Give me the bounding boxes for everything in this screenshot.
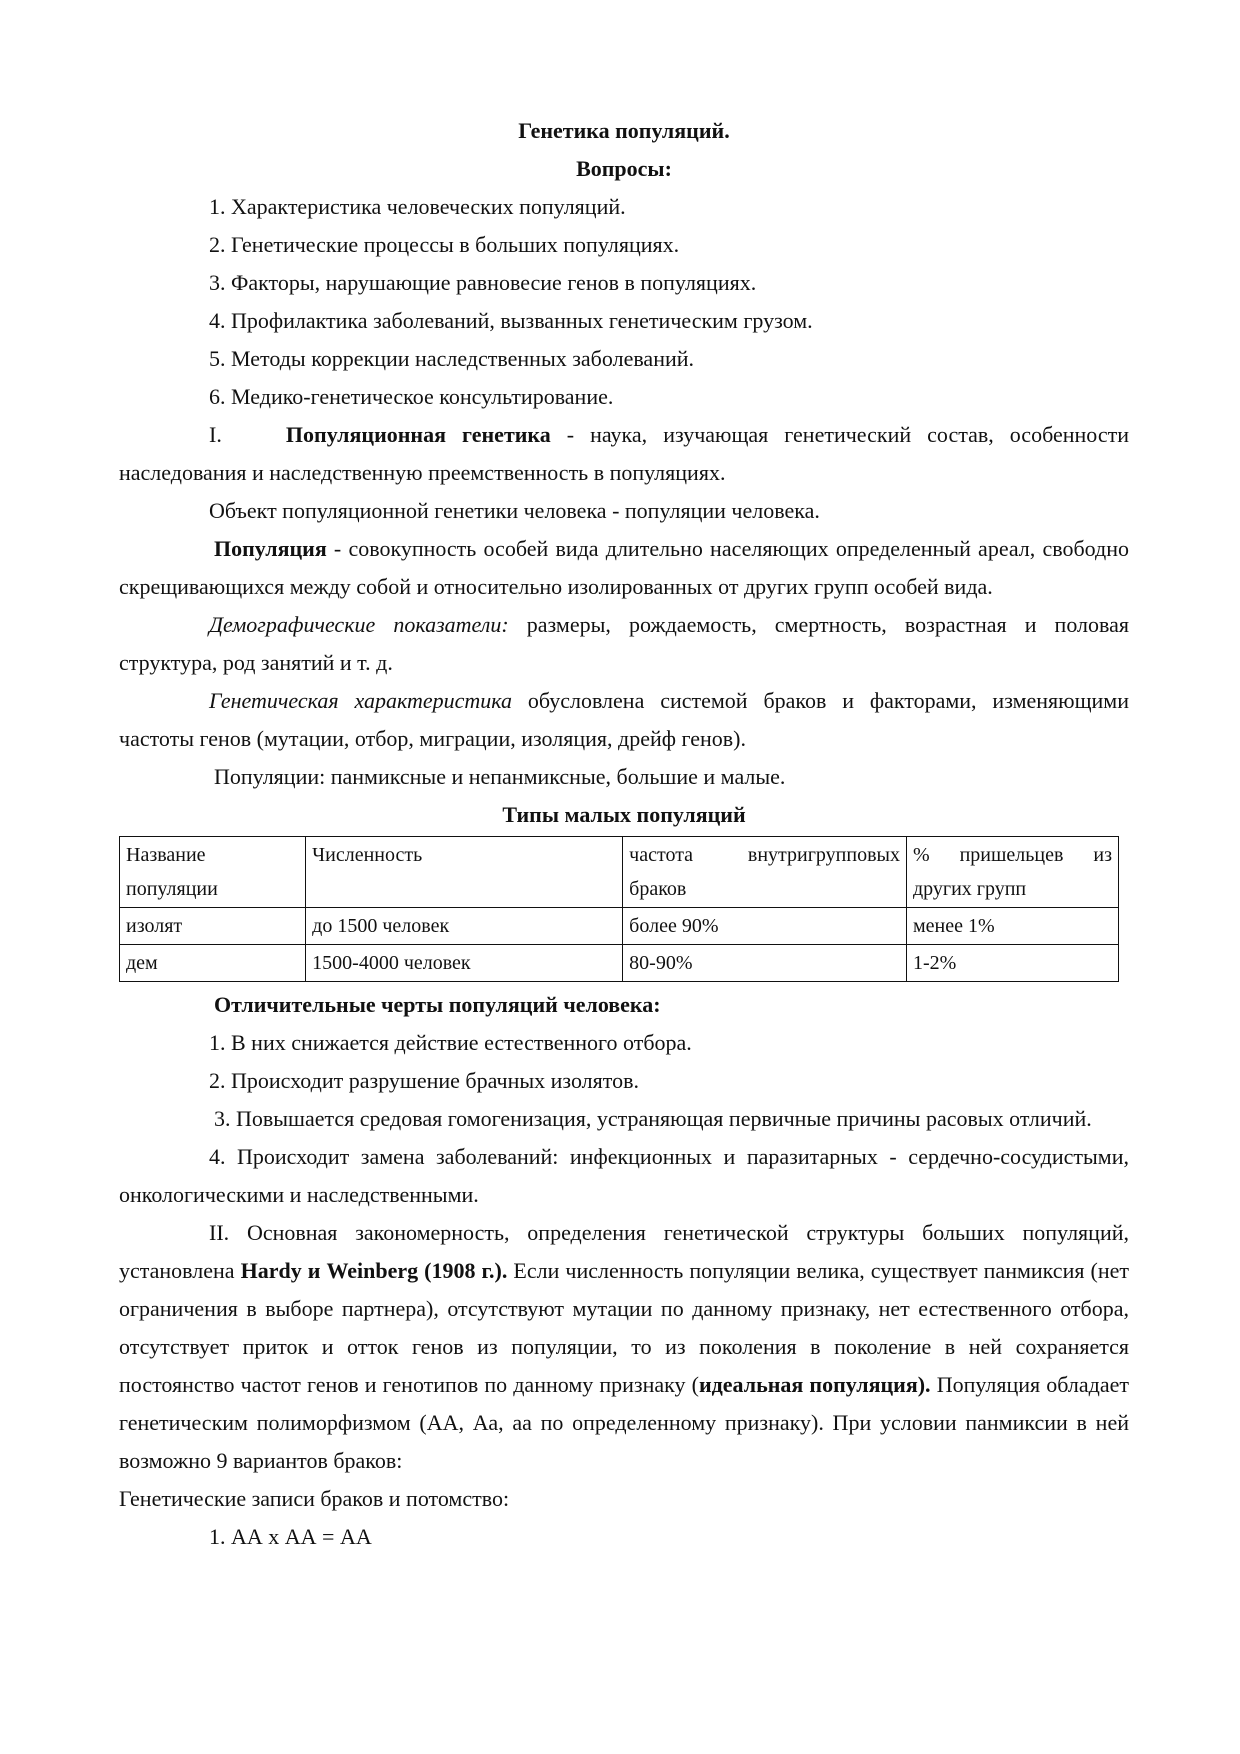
- section-2-authors: Hardy и Weinberg (1908 г.).: [240, 1258, 508, 1283]
- question-item: 4. Профилактика заболеваний, вызванных генетическим грузом.: [209, 308, 813, 333]
- section-2-body: Если численность популяции велика, существует панмиксия (нет ограничения в выборе партнера), отсутствуют мутации по данному признаку, нет естественного отбора, отсутствует приток и отток генов из популяции, то из поколения в поколение в ней сохраняется постоянство частот генов и генотипов по данному признаку (: [119, 1258, 1129, 1397]
- demographic-definition: размеры, рождаемость, смертность, возрастная и половая структура, род занятий и т. д.: [119, 612, 1129, 675]
- question-item: 2. Генетические процессы в больших популяциях.: [209, 232, 680, 257]
- feature-item: 2. Происходит разрушение брачных изолятов.: [209, 1068, 639, 1093]
- questions-heading: Вопросы:: [576, 156, 672, 181]
- genetic-characteristic-definition: обусловлена системой браков и факторами, изменяющими частоты генов (мутации, отбор, миграции, изоляция, дрейф генов).: [119, 688, 1129, 751]
- population-term: Популяция: [214, 536, 327, 561]
- section-1-term: Популяционная генетика: [285, 422, 551, 447]
- table-row: [120, 945, 1119, 982]
- section-1-number: I.: [209, 422, 222, 447]
- feature-item: 1. В них снижается действие естественного отбора.: [209, 1030, 692, 1055]
- question-item: 6. Медико-генетическое консультирование.: [209, 384, 614, 409]
- features-heading: Отличительные черты популяций человека:: [214, 992, 661, 1017]
- question-item: 3. Факторы, нарушающие равновесие генов в популяциях.: [209, 270, 757, 295]
- table-caption: Типы малых популяций: [502, 802, 746, 827]
- small-populations-table: [119, 836, 1119, 982]
- section-1-paragraph: [119, 416, 1129, 492]
- features-list: [119, 1024, 1129, 1214]
- genetic-characteristic-term: Генетическая характеристика: [209, 688, 512, 713]
- table-cell: дем: [120, 945, 306, 982]
- demographic-paragraph: [119, 606, 1129, 682]
- section-2-paragraph: [119, 1214, 1129, 1480]
- feature-item: 3. Повышается средовая гомогенизация, устраняющая первичные причины расовых отличий.: [214, 1106, 1092, 1131]
- table-header-cell: Численность: [306, 837, 623, 908]
- ideal-population-term: идеальная популяция).: [698, 1372, 931, 1397]
- table-cell: до 1500 человек: [306, 908, 623, 945]
- table-header-cell: частота внутригрупповых браков: [623, 837, 907, 908]
- table-cell: менее 1%: [906, 908, 1118, 945]
- formula-line: 1. АА х АА = АА: [209, 1524, 372, 1549]
- section-2-tail: Популяция обладает генетическим полиморфизмом (АА, Аа, аа по определенному признаку). При условии панмиксии в ней возможно 9 вариантов браков:: [119, 1372, 1129, 1473]
- section-1-definition: - наука, изучающая генетический состав, особенности наследования и наследственную преемственность в популяциях.: [119, 422, 1129, 485]
- page-title: Генетика популяций.: [518, 118, 730, 143]
- table-cell: 1500-4000 человек: [306, 945, 623, 982]
- questions-list: [119, 188, 1129, 416]
- genetic-records-line: Генетические записи браков и потомство:: [119, 1486, 510, 1511]
- question-item: 5. Методы коррекции наследственных заболеваний.: [209, 346, 695, 371]
- population-definition: - совокупность особей вида длительно населяющих определенный ареал, свободно скрещивающихся между собой и относительно изолированных от других групп особей вида.: [119, 536, 1129, 599]
- object-paragraph: Объект популяционной генетики человека - популяции человека.: [209, 498, 820, 523]
- document-body: [119, 112, 1129, 1556]
- table-header-cell: Название популяции: [120, 837, 306, 908]
- demographic-term: Демографические показатели:: [209, 612, 509, 637]
- table-row: [120, 908, 1119, 945]
- table-header-row: [120, 837, 1119, 908]
- table-header-cell: % пришельцев из других групп: [906, 837, 1118, 908]
- question-item: 1. Характеристика человеческих популяций.: [209, 194, 626, 219]
- table-cell: 1-2%: [906, 945, 1118, 982]
- population-types-paragraph: Популяции: панмиксные и непанмиксные, большие и малые.: [214, 764, 786, 789]
- feature-item: 4. Происходит замена заболеваний: инфекционных и паразитарных - сердечно-сосудистыми, онкологическими и наследственными.: [119, 1144, 1129, 1207]
- table-cell: более 90%: [623, 908, 907, 945]
- table-cell: изолят: [120, 908, 306, 945]
- genetic-characteristic-paragraph: [119, 682, 1129, 758]
- table-cell: 80-90%: [623, 945, 907, 982]
- population-paragraph: [119, 530, 1129, 606]
- section-2-intro: II. Основная закономерность, определения генетической структуры больших популяций, установлена: [119, 1220, 1129, 1283]
